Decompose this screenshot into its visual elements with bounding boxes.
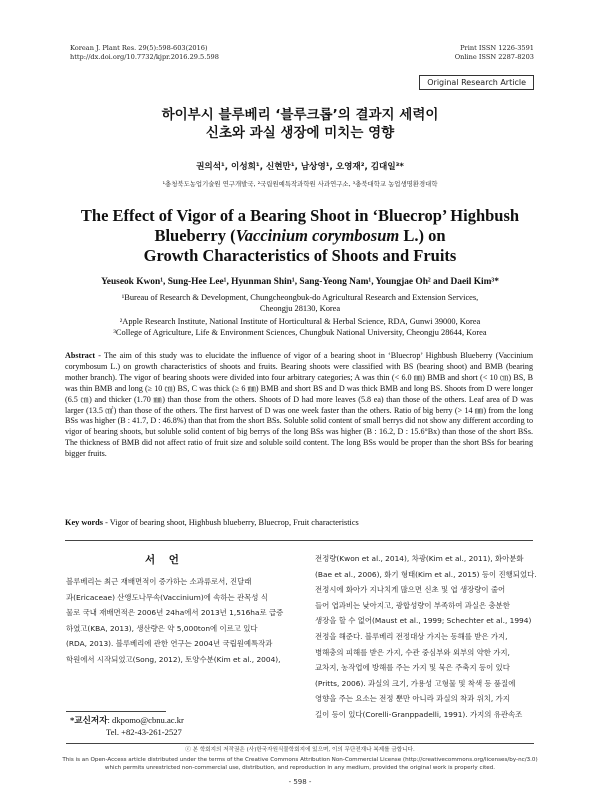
footer-rule [66, 743, 534, 744]
right-line: 전정을 해준다. 블루베리 전정대상 가지는 동해를 받은 가지, [315, 631, 508, 641]
right-line: 생장을 할 수 없어(Maust et al., 1999; Schechter et al., 1994) [315, 616, 532, 626]
left-line: 물로 국내 재배면적은 2006년 24ha에서 2013년 1,516ha로 급증 [66, 608, 284, 618]
article-type-badge: Original Research Article [419, 75, 534, 90]
left-line: (RDA, 2013). 블루베리에 관한 연구는 2004년 국립원예특작과 [66, 639, 273, 649]
affiliation-3: ³College of Agriculture, Life & Environment Sciences, Chungbuk National University, Cheongju 28644, Korea [113, 328, 487, 337]
left-line: 학원에서 시작되었고(Song, 2012), 토양수분(Kim et al., 2004), [66, 654, 281, 664]
english-title-line2: Blueberry (Vaccinium corymbosum L.) on [154, 226, 446, 245]
english-title-line3: Growth Characteristics of Shoots and Fruits [143, 246, 457, 265]
journal-citation: Korean J. Plant Res. 29(5):598-603(2016) [70, 44, 208, 52]
footnote-rule [66, 711, 166, 712]
print-issn: Print ISSN 1226-3591 [460, 44, 534, 52]
english-title-line1: The Effect of Vigor of a Bearing Shoot in ‘Bluecrop’ Highbush [80, 206, 520, 225]
affiliation-1b: Cheongju 28130, Korea [259, 304, 341, 313]
abstract-text: - The aim of this study was to elucidate the influence of vigor of a bearing shoot in ‘Bluecrop’ Highbush Blueberry (Vaccinium corymbosum L.) on growth characteristics of shoots and fruits. Bearing shoots were classified with BS (bearing shoot) and BMB (bearing mother branch). The vigor of bearing shoots were divided into four arbitrary categories; A was thin (< 6.0 ㎜) BMB and short (< 10 ㎝) BS, B was thin BMB and long (≥ 10 ㎝) BS, C was thick (≥ 6 ㎜) BMB and short BS and D was thick BMB and long BS. Shoots from D were longer (6.5 ㎝) and thicker (1.70 ㎜) than those from the others. Shoots of D had more leaves (5.8 ea) than those of the others. Leaf area of D was larger (13.5 ㎠) than those of the others. The first harvest of D was one week faster than the others. Ratio of big berry (> 14 ㎜) from the long BSs was higher (B : 41.7, D : 46.8%) than that from the short BSs. Soluble solid content of small berrys did not show any different according to vigor of bearing shoots, but soluble solid content of big berrys of the long BSs was higher (B : 16.2, D : 15.6°Bx) than those of the short BSs. The thickness of BMB did not affect ratio of fruit size and soluble soild content. The long BSs would be proper than the short BSs for bearing bigger fruits. [65, 351, 533, 459]
doi-link[interactable]: http://dx.doi.org/10.7732/kjpr.2016.29.5.598 [70, 53, 219, 61]
copyright-notice: ⓒ 본 학회지의 저작권은 (사)한국자원식물학회지에 있으며, 이의 무단전재나 복제를 금합니다. [185, 747, 415, 753]
correspondence-email[interactable]: : dkpomo@cbnu.ac.kr [107, 715, 184, 725]
right-line: 영향을 주는 요소는 전정 뿐만 아니라 과실의 착과 위치, 가지 [315, 694, 510, 704]
right-line: 교차지, 농작업에 방해를 주는 가지 및 묵은 주축지 등이 있다 [315, 663, 510, 673]
right-line: (Pritts, 2006). 과실의 크기, 가용성 고형물 및 착색 등 품질에 [315, 678, 516, 688]
right-line: 들어 엽과비는 낮아지고, 광합성량이 부족하여 과실은 충분한 [315, 600, 510, 610]
license-line2: which permits unrestricted non-commercial use, distribution, and reproduction in any medium, provided the original work is properly cited. [104, 765, 496, 771]
right-line: 병해충의 피해를 받은 가지, 수관 중심부와 외부의 약한 가지, [315, 647, 510, 657]
intro-left-column [66, 574, 304, 668]
korean-affiliations: ¹충청북도농업기술원 연구개발국, ²국립원예특작과학원 사과연구소, ³충북대학교 농업생명환경대학 [162, 180, 438, 188]
left-line: 블루베리는 최근 재배면적이 증가하는 소과류로서, 진달래 [66, 577, 252, 586]
keywords [65, 518, 533, 527]
abstract [65, 351, 533, 460]
korean-title-line1: 하이부시 블루베리 ‘블루크롭’의 결과지 세력이 [161, 107, 439, 123]
english-authors: Yeuseok Kwon¹, Sung-Hee Lee¹, Hyunman Shin¹, Sang-Yeong Nam¹, Youngjae Oh² and Daeil Kim³* [101, 277, 499, 287]
right-line: 길이 등이 있다(Corelli-Granppadelli, 1991). 가지의 유관속조 [315, 709, 523, 719]
intro-heading: 서 언 [145, 554, 184, 566]
abstract-label: Abstract [65, 351, 96, 360]
korean-authors: 권의석¹, 이성희¹, 신현만¹, 남상영¹, 오영재², 김대일³* [196, 162, 404, 172]
left-line: 하였고(KBA, 2013), 생산량은 약 5,000ton에 이르고 있다 [66, 623, 258, 633]
left-line: 과(Ericaceae) 산앵도나무속(Vaccinium)에 속하는 관목성 식 [66, 592, 268, 602]
keywords-text: - Vigor of bearing shoot, Highbush blueberry, Bluecrop, Fruit characteristics [103, 518, 359, 527]
correspondence [70, 715, 184, 726]
section-divider [65, 540, 533, 541]
license-line1: This is an Open-Access article distributed under the terms of the Creative Commons Attribution Non-Commercial License (http://creativecommons.org/licenses/by-nc/3.0) [62, 757, 538, 763]
right-line: (Bae et al., 2006), 화기 형태(Kim et al., 2015) 등이 진행되었다. [315, 569, 537, 579]
page-number: - 598 - [288, 778, 312, 786]
affiliation-1a: ¹Bureau of Research & Development, Chungcheongbuk-do Agricultural Research and Extension Services, [121, 293, 479, 302]
korean-title-line2: 신초와 과실 생장에 미치는 영향 [205, 125, 395, 141]
affiliation-2: ²Apple Research Institute, National Institute of Horticultural & Herbal Science, RDA, Gunwi 39000, Korea [119, 317, 481, 326]
online-issn: Online ISSN 2287-8203 [454, 53, 534, 61]
right-line: 전정시에 화아가 지나치게 많으면 신초 및 엽 생장량이 줄어 [315, 585, 506, 595]
right-line: 전정량(Kwon et al., 2014), 차광(Kim et al., 2011), 화아분화 [315, 554, 524, 563]
correspondence-label: *교신저자 [70, 715, 108, 725]
correspondence-tel: Tel. +82-43-261-2527 [106, 727, 182, 737]
intro-right-column [315, 551, 553, 723]
keywords-label: Key words [65, 518, 104, 527]
